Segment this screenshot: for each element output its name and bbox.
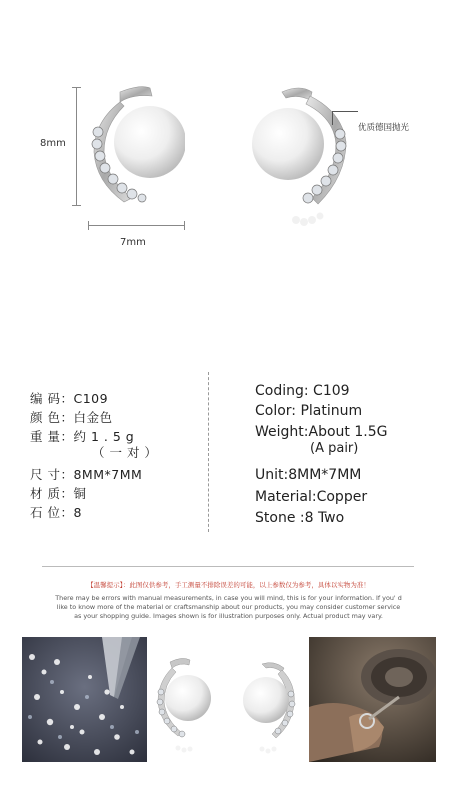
width-dimension-tick-left bbox=[88, 221, 89, 230]
callout-line bbox=[332, 111, 333, 125]
width-dimension-line bbox=[88, 225, 184, 226]
notice-text bbox=[20, 594, 437, 621]
spec-row-weight-pair-cn: （ 一 对 ） bbox=[92, 445, 158, 460]
craftsmanship-photo bbox=[309, 637, 436, 762]
spec-row-coding-cn: 编 码：C109 bbox=[30, 391, 109, 406]
spec-row-weight-en: Weight:About 1.5G bbox=[255, 424, 388, 440]
dimension-diagram bbox=[0, 0, 457, 260]
notice-line: like to know more of the material or craftsmanship about our products, you may consider customer service bbox=[56, 603, 401, 611]
height-label: 8mm bbox=[40, 138, 66, 149]
spec-row-size-en: Unit:8MM*7MM bbox=[255, 467, 362, 483]
callout-label: 优质德国抛光 bbox=[358, 123, 410, 133]
callout-line-horizontal bbox=[332, 111, 358, 112]
spec-row-size-cn: 尺 寸：8MM*7MM bbox=[30, 467, 143, 482]
spec-row-stone-en: Stone :8 Two bbox=[255, 510, 345, 526]
notice-title: 【温馨提示】：此图仅供参考，手工测量不排除误差的可能，以上参数仅为参考，具体以实物为准！ bbox=[87, 581, 370, 589]
notice-line: There may be errors with manual measurements, in case you will mind, this is for your information. If you' d bbox=[55, 594, 402, 602]
spec-row-weight-cn: 重 量：约 1 . 5 g bbox=[30, 429, 135, 444]
specs-english bbox=[255, 381, 445, 528]
spec-row-material-en: Material:Copper bbox=[255, 489, 368, 505]
specs-divider bbox=[208, 372, 209, 532]
spec-row-coding-en: Coding: C109 bbox=[255, 383, 350, 399]
crystals-photo bbox=[22, 637, 147, 762]
width-label: 7mm bbox=[120, 237, 146, 248]
notice-line: as your shopping guide. Images shown is for illustration purposes only. Actual product may vary. bbox=[74, 612, 383, 620]
earring-front-image bbox=[80, 82, 185, 212]
spec-row-color-en: Color: Platinum bbox=[255, 403, 363, 419]
notice-divider-top bbox=[42, 566, 414, 567]
spec-row-stone-cn: 石 位：8 bbox=[30, 505, 82, 520]
height-dimension-line bbox=[76, 87, 77, 205]
specs-chinese bbox=[30, 389, 200, 522]
spec-row-material-cn: 材 质：铜 bbox=[30, 486, 87, 501]
earrings-pair-photo bbox=[150, 650, 300, 760]
spec-row-weight-pair-en: (A pair) bbox=[310, 441, 359, 456]
width-dimension-tick-right bbox=[184, 221, 185, 230]
earring-angle-image bbox=[252, 82, 357, 232]
spec-row-color-cn: 颜 色：白金色 bbox=[30, 410, 113, 425]
